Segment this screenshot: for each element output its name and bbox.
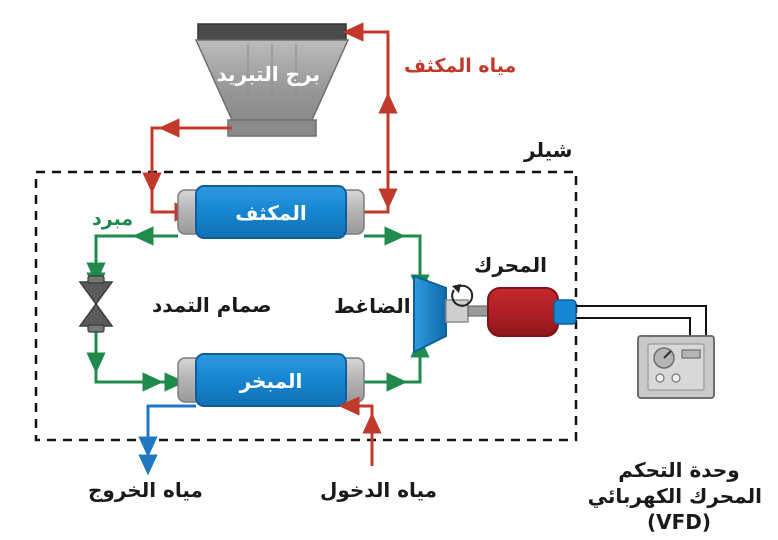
label-condenser: المكثف [235, 201, 307, 225]
label-motor: المحرك [474, 253, 547, 277]
compressor-icon [414, 276, 472, 352]
vfd-wiring [576, 306, 706, 336]
label-refrigerant: مبرد [92, 208, 134, 230]
label-evaporator: المبخر [239, 369, 303, 393]
vfd-icon [638, 336, 714, 398]
expansion-valve-icon [80, 276, 112, 332]
label-cooling-tower: برج التبريد [216, 62, 320, 86]
label-vfd-line1: وحدة التحكم [618, 458, 740, 482]
label-water-in: مياه الدخول [320, 478, 438, 502]
chilled-water-out-piping [148, 406, 196, 468]
label-vfd-line3: (VFD) [646, 510, 712, 534]
label-vfd-line2: المحرك الكهربائي [587, 484, 762, 508]
chilled-water-in-piping [346, 406, 372, 466]
label-chiller: شيلر [524, 138, 573, 162]
label-expansion-valve: صمام التمدد [152, 293, 272, 317]
label-compressor: الضاغط [334, 294, 411, 318]
label-condenser-water: مياه المكثف [404, 55, 517, 77]
motor-icon [468, 288, 576, 336]
label-water-out: مياه الخروج [88, 478, 203, 502]
